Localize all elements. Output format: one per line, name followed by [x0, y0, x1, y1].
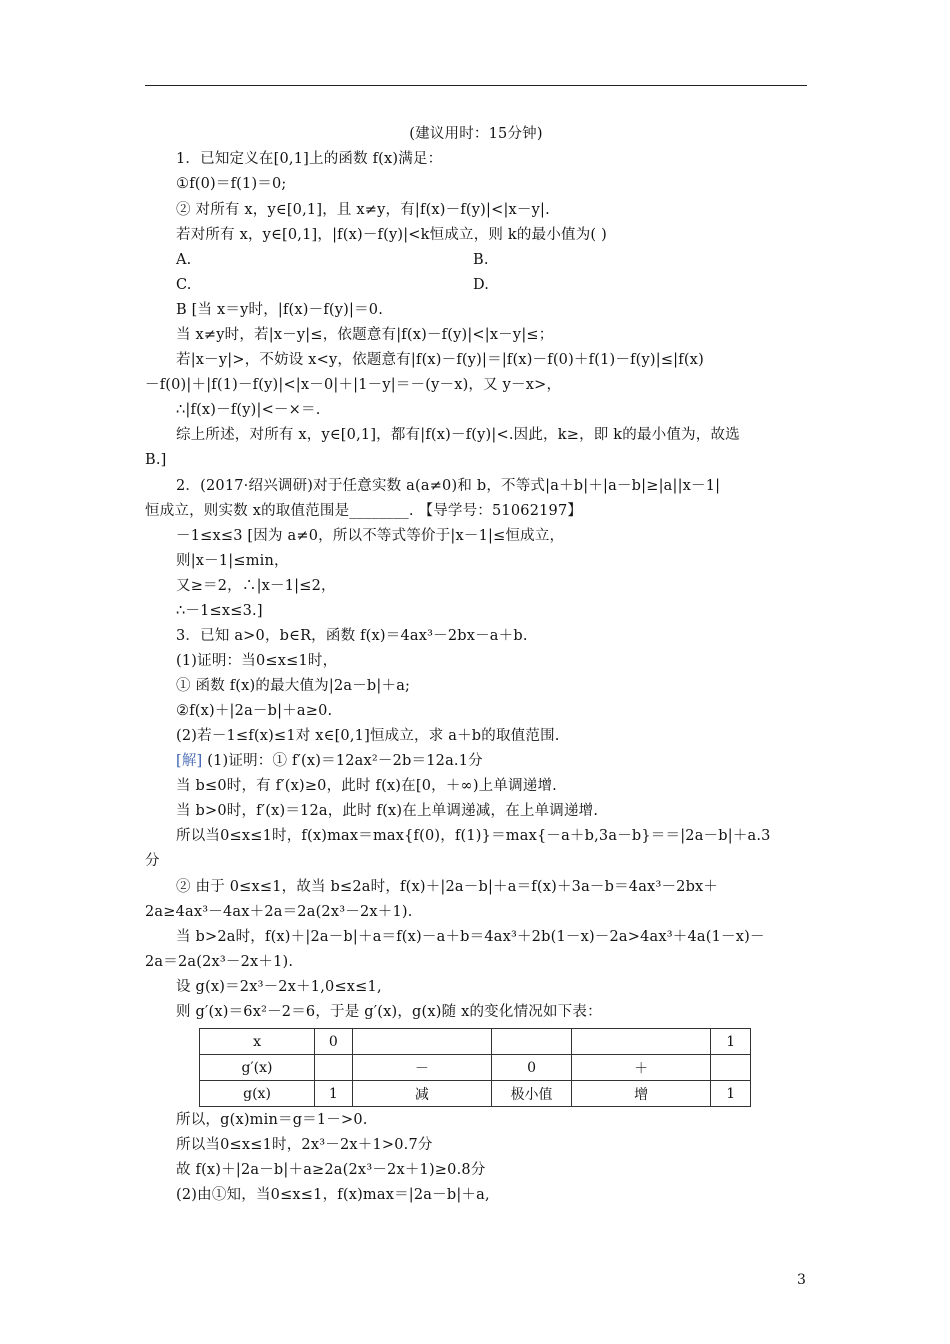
q1-option-d: D. [473, 277, 490, 293]
q1-solution-line: 当 x≠y时，若|x－y|≤，依题意有|f(x)－f(y)|<|x－y|≤； [176, 327, 554, 343]
table-cell: 1 [711, 1081, 751, 1107]
q1-option-a: A. [176, 252, 192, 268]
table-cell [492, 1029, 572, 1055]
table-cell: x [200, 1029, 315, 1055]
q3-solution-line: 分 [145, 853, 160, 869]
table-row [200, 1055, 751, 1081]
q1-condition-1: ①f(0)＝f(1)＝0; [176, 176, 287, 192]
q3-solution-line: 所以当0≤x≤1时，f(x)max＝max{f(0)，f(1)}＝max{－a＋b,3a－b}＝＝|2a－b|＋a.3 [176, 828, 771, 844]
q1-solution-line: 综上所述，对所有 x，y∈[0,1]，都有|f(x)－f(y)|<.因此，k≥，即 k的最小值为，故选 [176, 427, 740, 443]
table-cell: 1 [315, 1081, 353, 1107]
page-number: 3 [797, 1272, 806, 1288]
q3-stem: 3．已知 a>0，b∈R，函数 f(x)＝4ax³－2bx－a＋b. [176, 628, 528, 644]
q3-solution-line: 则 g′(x)＝6x²－2＝6，于是 g′(x)，g(x)随 x的变化情况如下表： [176, 1004, 602, 1020]
table-cell: 0 [315, 1029, 353, 1055]
table-cell: － [352, 1055, 491, 1081]
q3-solution-start [176, 751, 483, 771]
q1-solution-line: B.] [145, 452, 167, 468]
q3-solution-line: 当 b>0时，f′(x)＝12a，此时 f(x)在上单调递减，在上单调递增. [176, 803, 599, 819]
header-rule [145, 85, 807, 86]
table-row [200, 1029, 751, 1055]
q3-part-1: (1)证明：当0≤x≤1时， [176, 653, 338, 669]
table-cell [572, 1029, 711, 1055]
q3-solution-line: 2a＝2a(2x³－2x＋1). [145, 954, 294, 970]
q2-solution-line: 又≥＝2，∴|x－1|≤2， [176, 578, 336, 594]
q3-solution-line: 故 f(x)＋|2a－b|＋a≥2a(2x³－2x＋1)≥0.8分 [176, 1162, 486, 1178]
q3-solution-line: 所以，g(x)min＝g＝1－>0. [176, 1112, 368, 1128]
solution-tag: [解] [176, 753, 203, 769]
q3-solution-line: 当 b≤0时，有 f′(x)≥0，此时 f(x)在[0，＋∞)上单调递增. [176, 778, 557, 794]
q3-solution-line: ② 由于 0≤x≤1，故当 b≤2a时，f(x)＋|2a－b|＋a＝f(x)＋3a－b＝4ax³－2bx＋ [176, 879, 719, 895]
q2-solution-line: ∴－1≤x≤3.] [176, 603, 263, 619]
q1-stem: 1．已知定义在[0,1]上的函数 f(x)满足： [176, 151, 443, 167]
q2-solution-line: 则|x－1|≤min， [176, 553, 289, 569]
q3-part-1b: ②f(x)＋|2a－b|＋a≥0. [176, 703, 333, 719]
variation-table [199, 1028, 751, 1107]
q1-solution-line: －f(0)|＋|f(1)－f(y)|<|x－0|＋|1－y|＝－(y－x)，又 y－x>， [145, 377, 562, 393]
table-cell: g(x) [200, 1081, 315, 1107]
table-cell: 0 [492, 1055, 572, 1081]
table-cell: g′(x) [200, 1055, 315, 1081]
q1-ask: 若对所有 x，y∈[0,1]，|f(x)－f(y)|<k恒成立，则 k的最小值为( ) [176, 227, 607, 243]
q3-part-2: (2)若－1≤f(x)≤1对 x∈[0,1]恒成立，求 a＋b的取值范围. [176, 728, 560, 744]
q2-stem: 2．(2017·绍兴调研)对于任意实数 a(a≠0)和 b，不等式|a＋b|＋|a－b|≥|a||x－1| [176, 478, 721, 494]
time-note: (建议用时：15分钟) [409, 126, 543, 142]
table-cell [352, 1029, 491, 1055]
table-cell [315, 1055, 353, 1081]
q3-solution-line: 2a≥4ax³－4ax＋2a＝2a(2x³－2x＋1). [145, 904, 413, 920]
table-cell [711, 1055, 751, 1081]
q3-part-1a: ① 函数 f(x)的最大值为|2a－b|＋a; [176, 678, 411, 694]
q1-solution-line: 若|x－y|>，不妨设 x<y，依题意有|f(x)－f(y)|＝|f(x)－f(0)＋f(1)－f(y)|≤|f(x) [176, 352, 704, 368]
q3-solution-line: 所以当0≤x≤1时，2x³－2x＋1>0.7分 [176, 1137, 433, 1153]
q3-solution-line: 设 g(x)＝2x³－2x＋1,0≤x≤1, [176, 979, 382, 995]
table-cell: 极小值 [492, 1081, 572, 1107]
table-cell: 减 [352, 1081, 491, 1107]
q1-answer: B [当 x＝y时，|f(x)－f(y)|＝0. [176, 302, 384, 318]
table-cell: 增 [572, 1081, 711, 1107]
table-cell: 1 [711, 1029, 751, 1055]
q1-solution-line: ∴|f(x)－f(y)|<－×＝. [176, 402, 321, 418]
q1-option-b: B. [473, 252, 489, 268]
q2-answer: －1≤x≤3 [因为 a≠0，所以不等式等价于|x－1|≤恒成立， [176, 528, 565, 544]
q2-stem-cont: 恒成立，则实数 x的取值范围是________. 【导学号：51062197】 [145, 503, 583, 519]
solution-text: (1)证明：① f′(x)＝12ax²－2b＝12a.1分 [202, 753, 483, 769]
table-row [200, 1081, 751, 1107]
q3-solution-line: (2)由①知，当0≤x≤1，f(x)max＝|2a－b|＋a, [176, 1187, 490, 1203]
table-cell: ＋ [572, 1055, 711, 1081]
q1-condition-2: ② 对所有 x，y∈[0,1]，且 x≠y，有|f(x)－f(y)|<|x－y|. [176, 202, 550, 218]
q3-solution-line: 当 b>2a时，f(x)＋|2a－b|＋a＝f(x)－a＋b＝4ax³＋2b(1－x)－2a>4ax³＋4a(1－x)－ [176, 929, 765, 945]
q1-option-c: C. [176, 277, 192, 293]
